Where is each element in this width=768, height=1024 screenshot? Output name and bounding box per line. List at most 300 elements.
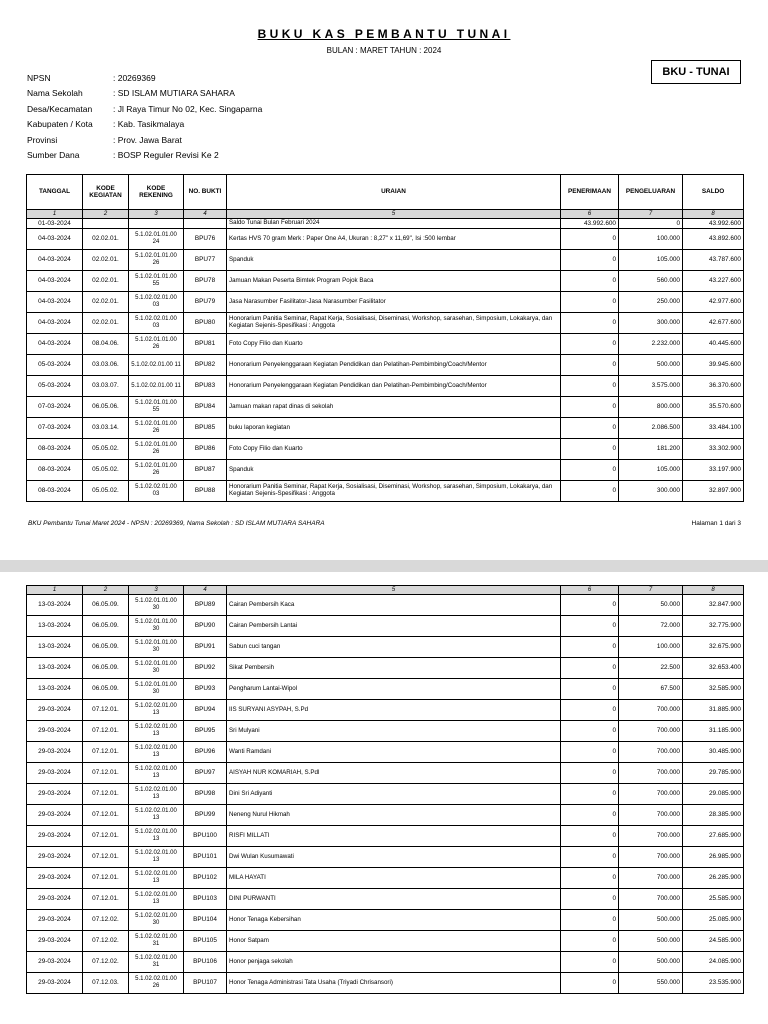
cell-date: 13-03-2024 [27, 616, 83, 637]
cell-account-code: 5.1.02.02.01.00 13 [129, 889, 184, 910]
cell-balance: 35.570.600 [683, 397, 744, 418]
cell-expense: 700.000 [619, 784, 683, 805]
cell-income: 0 [561, 784, 619, 805]
column-number: 1 [27, 586, 83, 595]
cell-description: Honor Tenaga Kebersihan [227, 910, 561, 931]
cell-balance: 23.535.900 [683, 973, 744, 994]
cash-ledger-table-continued [26, 585, 744, 994]
info-row-province [27, 132, 262, 148]
cell-description: MILA HAYATI [227, 868, 561, 889]
cell-receipt-no: BPU105 [184, 931, 227, 952]
cell-expense: 300.000 [619, 313, 683, 334]
info-value: : Prov. Jawa Barat [113, 134, 182, 145]
cell-description: Jamuan makan rapat dinas di sekolah [227, 397, 561, 418]
cell-date: 05-03-2024 [27, 376, 83, 397]
cell-receipt-no: BPU103 [184, 889, 227, 910]
table-row [27, 481, 744, 502]
cell-income: 0 [561, 595, 619, 616]
cell-activity-code: 02.02.01. [83, 271, 129, 292]
cell-activity-code: 06.05.06. [83, 397, 129, 418]
cell-description: Sabun cuci tangan [227, 637, 561, 658]
cell-expense: 700.000 [619, 742, 683, 763]
cell-receipt-no: BPU80 [184, 313, 227, 334]
cell-account-code: 5.1.02.02.01.00 03 [129, 481, 184, 502]
cell-activity-code: 02.02.01. [83, 250, 129, 271]
info-value: : 20269369 [113, 72, 156, 83]
cell-date: 29-03-2024 [27, 910, 83, 931]
table-row [27, 292, 744, 313]
cell-account-code: 5.1.02.01.01.00 26 [129, 460, 184, 481]
cell-balance: 29.085.900 [683, 784, 744, 805]
cell-description: Pengharum Lantai-Wipol [227, 679, 561, 700]
cell-date: 04-03-2024 [27, 271, 83, 292]
column-number: 5 [227, 586, 561, 595]
cell-expense: 50.000 [619, 595, 683, 616]
table-row [27, 973, 744, 994]
cell-receipt-no: BPU76 [184, 229, 227, 250]
info-label: Sumber Dana [27, 150, 80, 161]
cell-activity-code: 06.05.09. [83, 637, 129, 658]
cell-balance: 32.897.900 [683, 481, 744, 502]
cell-expense: 700.000 [619, 700, 683, 721]
cell-activity-code: 07.12.02. [83, 931, 129, 952]
cell-income: 0 [561, 481, 619, 502]
table-row [27, 910, 744, 931]
cell-balance: 42.977.600 [683, 292, 744, 313]
cell-balance: 39.945.600 [683, 355, 744, 376]
cell-account-code: 5.1.02.02.01.00 31 [129, 952, 184, 973]
cell-income: 0 [561, 889, 619, 910]
cell-date: 29-03-2024 [27, 889, 83, 910]
cell-balance: 43.787.600 [683, 250, 744, 271]
cell-balance: 27.685.900 [683, 826, 744, 847]
cell-account-code: 5.1.02.01.01.00 26 [129, 250, 184, 271]
cell-balance: 31.185.900 [683, 721, 744, 742]
table-row [27, 742, 744, 763]
cell-expense: 72.000 [619, 616, 683, 637]
cell-date: 04-03-2024 [27, 313, 83, 334]
cell-date: 08-03-2024 [27, 439, 83, 460]
cell-description: Sri Mulyani [227, 721, 561, 742]
cell-date: 07-03-2024 [27, 418, 83, 439]
cell-date: 29-03-2024 [27, 763, 83, 784]
cell-date: 05-03-2024 [27, 355, 83, 376]
cell-receipt-no: BPU107 [184, 973, 227, 994]
cell-expense: 560.000 [619, 271, 683, 292]
table-row [27, 889, 744, 910]
cell-description: Honor penjaga sekolah [227, 952, 561, 973]
cell-description: Honorarium Panitia Seminar, Rapat Kerja, Sosialisasi, Diseminasi, Workshop, sarasehan, Simposium, Lokakarya, dan Kegiatan Sejenis-Spesifikasi : Anggota [227, 313, 561, 334]
column-number: 8 [683, 586, 744, 595]
cell-expense: 500.000 [619, 355, 683, 376]
cell-account-code: 5.1.02.02.01.00 13 [129, 700, 184, 721]
cell-account-code: 5.1.02.02.01.00 11 [129, 376, 184, 397]
cell-income: 0 [561, 700, 619, 721]
cell-expense: 2.086.500 [619, 418, 683, 439]
table-row [27, 784, 744, 805]
cell-balance: 25.585.900 [683, 889, 744, 910]
cell-activity-code: 05.05.02. [83, 460, 129, 481]
cell-expense: 300.000 [619, 481, 683, 502]
column-number-row [27, 210, 744, 219]
table-row [27, 219, 744, 229]
cell-receipt-no: BPU102 [184, 868, 227, 889]
table-row [27, 439, 744, 460]
cell-description: Cairan Pembersih Lantai [227, 616, 561, 637]
cell-account-code: 5.1.02.02.01.00 03 [129, 292, 184, 313]
cell-balance: 30.485.900 [683, 742, 744, 763]
table-header-row [27, 175, 744, 210]
table-row [27, 397, 744, 418]
cell-activity-code: 06.05.09. [83, 595, 129, 616]
cell-receipt-no: BPU104 [184, 910, 227, 931]
cell-income: 0 [561, 418, 619, 439]
cell-account-code: 5.1.02.02.01.00 13 [129, 784, 184, 805]
cell-date: 29-03-2024 [27, 805, 83, 826]
table-row [27, 376, 744, 397]
cell-activity-code: 02.02.01. [83, 313, 129, 334]
cell-description: Neneng Nurul Hikmah [227, 805, 561, 826]
cell-income: 0 [561, 910, 619, 931]
cell-income: 0 [561, 847, 619, 868]
column-number: 1 [27, 210, 83, 219]
cell-receipt-no: BPU85 [184, 418, 227, 439]
cell-balance: 33.302.900 [683, 439, 744, 460]
cell-receipt-no: BPU81 [184, 334, 227, 355]
cell-expense: 700.000 [619, 763, 683, 784]
cell-income: 0 [561, 763, 619, 784]
table-row [27, 637, 744, 658]
cell-account-code [129, 219, 184, 229]
cell-description: AISYAH NUR KOMARIAH, S.Pdl [227, 763, 561, 784]
cell-date: 08-03-2024 [27, 460, 83, 481]
cell-description: Jamuan Makan Peserta Bimtek Program Pojok Baca [227, 271, 561, 292]
cell-activity-code: 02.02.01. [83, 229, 129, 250]
cell-receipt-no: BPU77 [184, 250, 227, 271]
cell-description: Wanti Ramdani [227, 742, 561, 763]
cell-income: 0 [561, 826, 619, 847]
table-row [27, 595, 744, 616]
cell-income: 0 [561, 721, 619, 742]
cell-receipt-no: BPU90 [184, 616, 227, 637]
cell-receipt-no [184, 219, 227, 229]
cell-activity-code: 03.03.14. [83, 418, 129, 439]
ledger-rows-page-2 [27, 595, 744, 994]
cell-balance: 43.227.600 [683, 271, 744, 292]
table-row [27, 460, 744, 481]
cell-account-code: 5.1.02.02.01.00 13 [129, 847, 184, 868]
col-header-expense: PENGELUARAN [619, 175, 683, 210]
cell-account-code: 5.1.02.01.01.00 55 [129, 397, 184, 418]
column-number: 7 [619, 210, 683, 219]
cell-expense: 800.000 [619, 397, 683, 418]
cell-description: Spanduk [227, 250, 561, 271]
cell-receipt-no: BPU82 [184, 355, 227, 376]
cell-account-code: 5.1.02.01.01.00 26 [129, 439, 184, 460]
cell-expense: 700.000 [619, 868, 683, 889]
cell-balance: 40.445.600 [683, 334, 744, 355]
cell-date: 13-03-2024 [27, 679, 83, 700]
cell-description: RISFI MILLATI [227, 826, 561, 847]
cell-income: 0 [561, 679, 619, 700]
cell-date: 08-03-2024 [27, 481, 83, 502]
cell-activity-code [83, 219, 129, 229]
cell-expense: 100.000 [619, 637, 683, 658]
cell-activity-code: 07.12.01. [83, 763, 129, 784]
cell-description: buku laporan kegiatan [227, 418, 561, 439]
cell-activity-code: 03.03.06. [83, 355, 129, 376]
info-row-school-name [27, 86, 262, 102]
cell-receipt-no: BPU106 [184, 952, 227, 973]
cell-income: 0 [561, 229, 619, 250]
cell-balance: 28.385.900 [683, 805, 744, 826]
cell-description: Honor Tenaga Administrasi Tata Usaha (Triyadi Chrisansori) [227, 973, 561, 994]
cell-expense: 700.000 [619, 805, 683, 826]
cell-description: Dini Sri Adiyanti [227, 784, 561, 805]
cell-expense: 22.500 [619, 658, 683, 679]
cell-balance: 33.484.100 [683, 418, 744, 439]
cell-description: Dwi Wulan Kusumawati [227, 847, 561, 868]
page-footer-note: BKU Pembantu Tunai Maret 2024 - NPSN : 20269369, Nama Sekolah : SD ISLAM MUTIARA SAHARA [28, 520, 325, 527]
info-label: Nama Sekolah [27, 88, 83, 99]
cell-income: 0 [561, 637, 619, 658]
cell-description: Honorarium Penyelenggaraan Kegiatan Pendidikan dan Pelatihan-Pembimbing/Coach/Mentor [227, 355, 561, 376]
column-number: 2 [83, 586, 129, 595]
table-row [27, 931, 744, 952]
cell-income: 0 [561, 868, 619, 889]
table-row [27, 721, 744, 742]
cell-activity-code: 03.03.07. [83, 376, 129, 397]
cell-account-code: 5.1.02.01.01.00 30 [129, 658, 184, 679]
cell-activity-code: 07.12.03. [83, 973, 129, 994]
table-row [27, 355, 744, 376]
info-label: Kabupaten / Kota [27, 119, 93, 130]
col-header-income: PENERIMAAN [561, 175, 619, 210]
cell-description: IIS SURYANI ASYPAH, S.Pd [227, 700, 561, 721]
col-header-date: TANGGAL [27, 175, 83, 210]
cell-income: 0 [561, 460, 619, 481]
cell-balance: 33.197.900 [683, 460, 744, 481]
cell-receipt-no: BPU93 [184, 679, 227, 700]
cell-expense: 550.000 [619, 973, 683, 994]
cell-balance: 31.885.900 [683, 700, 744, 721]
cell-income: 0 [561, 616, 619, 637]
ledger-rows-page-1 [27, 219, 744, 502]
column-number: 2 [83, 210, 129, 219]
cell-activity-code: 06.05.09. [83, 658, 129, 679]
cell-activity-code: 07.12.01. [83, 889, 129, 910]
cell-date: 29-03-2024 [27, 721, 83, 742]
info-label: Desa/Kecamatan [27, 103, 93, 114]
cell-account-code: 5.1.02.02.01.00 13 [129, 721, 184, 742]
cell-income: 0 [561, 931, 619, 952]
cell-date: 13-03-2024 [27, 595, 83, 616]
table-row [27, 700, 744, 721]
cell-expense: 105.000 [619, 460, 683, 481]
cell-receipt-no: BPU97 [184, 763, 227, 784]
cell-receipt-no: BPU92 [184, 658, 227, 679]
cell-description: Sikat Pembersih [227, 658, 561, 679]
cell-date: 13-03-2024 [27, 658, 83, 679]
cell-expense: 700.000 [619, 721, 683, 742]
cell-account-code: 5.1.02.02.01.00 13 [129, 868, 184, 889]
cell-activity-code: 07.12.01. [83, 784, 129, 805]
cell-description: DINI PURWANTI [227, 889, 561, 910]
cell-activity-code: 07.12.01. [83, 721, 129, 742]
col-header-receipt-no: NO. BUKTI [184, 175, 227, 210]
cell-date: 04-03-2024 [27, 292, 83, 313]
cell-income: 0 [561, 742, 619, 763]
cell-date: 04-03-2024 [27, 334, 83, 355]
cell-description: Saldo Tunai Bulan Februari 2024 [227, 219, 561, 229]
cell-balance: 43.992.600 [683, 219, 744, 229]
cell-expense: 181.200 [619, 439, 683, 460]
cell-expense: 500.000 [619, 952, 683, 973]
cell-description: Foto Copy Filio dan Kuarto [227, 439, 561, 460]
cell-balance: 32.847.900 [683, 595, 744, 616]
cell-income: 0 [561, 313, 619, 334]
cell-receipt-no: BPU94 [184, 700, 227, 721]
cell-date: 29-03-2024 [27, 868, 83, 889]
cell-activity-code: 07.12.01. [83, 847, 129, 868]
cell-receipt-no: BPU79 [184, 292, 227, 313]
cell-receipt-no: BPU98 [184, 784, 227, 805]
cell-activity-code: 02.02.01. [83, 292, 129, 313]
cell-date: 29-03-2024 [27, 784, 83, 805]
cell-description: Honorarium Penyelenggaraan Kegiatan Pendidikan dan Pelatihan-Pembimbing/Coach/Mentor [227, 376, 561, 397]
cell-receipt-no: BPU89 [184, 595, 227, 616]
cell-receipt-no: BPU91 [184, 637, 227, 658]
cell-receipt-no: BPU101 [184, 847, 227, 868]
cell-receipt-no: BPU86 [184, 439, 227, 460]
cell-balance: 43.892.600 [683, 229, 744, 250]
cell-description: Jasa Narasumber Fasilitator-Jasa Narasumber Fasilitator [227, 292, 561, 313]
cell-expense: 105.000 [619, 250, 683, 271]
cell-expense: 500.000 [619, 931, 683, 952]
cell-date: 29-03-2024 [27, 700, 83, 721]
table-row [27, 418, 744, 439]
cell-date: 07-03-2024 [27, 397, 83, 418]
cell-activity-code: 07.12.02. [83, 952, 129, 973]
cell-balance: 26.285.900 [683, 868, 744, 889]
cell-expense: 250.000 [619, 292, 683, 313]
cell-balance: 42.677.600 [683, 313, 744, 334]
report-page-2 [0, 572, 768, 1024]
table-row [27, 826, 744, 847]
cell-expense: 67.500 [619, 679, 683, 700]
cell-balance: 26.985.900 [683, 847, 744, 868]
cell-description: Cairan Pembersih Kaca [227, 595, 561, 616]
cell-receipt-no: BPU100 [184, 826, 227, 847]
bku-type-badge: BKU - TUNAI [651, 60, 741, 84]
info-value: : Jl Raya Timur No 02, Kec. Singaparna [113, 103, 263, 114]
cell-date: 29-03-2024 [27, 973, 83, 994]
info-value: : SD ISLAM MUTIARA SAHARA [113, 88, 235, 99]
column-number: 3 [129, 586, 184, 595]
cell-expense: 3.575.000 [619, 376, 683, 397]
cell-account-code: 5.1.02.02.01.00 03 [129, 313, 184, 334]
cell-receipt-no: BPU78 [184, 271, 227, 292]
cell-date: 29-03-2024 [27, 826, 83, 847]
cell-date: 01-03-2024 [27, 219, 83, 229]
cell-balance: 32.775.900 [683, 616, 744, 637]
cell-income: 0 [561, 334, 619, 355]
cell-account-code: 5.1.02.02.01.00 11 [129, 355, 184, 376]
cell-expense: 500.000 [619, 910, 683, 931]
cell-expense: 700.000 [619, 826, 683, 847]
cell-account-code: 5.1.02.02.01.00 30 [129, 910, 184, 931]
report-period: BULAN : MARET TAHUN : 2024 [326, 46, 442, 55]
cell-account-code: 5.1.02.01.01.00 30 [129, 616, 184, 637]
table-row [27, 334, 744, 355]
table-row [27, 763, 744, 784]
cell-receipt-no: BPU99 [184, 805, 227, 826]
cell-income: 0 [561, 805, 619, 826]
school-info [27, 70, 262, 163]
cell-expense: 2.232.000 [619, 334, 683, 355]
cell-account-code: 5.1.02.02.01.00 13 [129, 805, 184, 826]
info-row-fund-source [27, 148, 262, 164]
cell-account-code: 5.1.02.01.01.00 24 [129, 229, 184, 250]
cell-activity-code: 05.05.02. [83, 481, 129, 502]
page-number: Halaman 1 dari 3 [691, 520, 741, 527]
cell-account-code: 5.1.02.01.01.00 55 [129, 271, 184, 292]
cell-receipt-no: BPU84 [184, 397, 227, 418]
table-row [27, 658, 744, 679]
cell-income: 0 [561, 439, 619, 460]
table-row [27, 805, 744, 826]
cell-income: 0 [561, 376, 619, 397]
cell-receipt-no: BPU96 [184, 742, 227, 763]
cell-account-code: 5.1.02.01.01.00 26 [129, 418, 184, 439]
cell-balance: 36.370.600 [683, 376, 744, 397]
cell-income: 0 [561, 355, 619, 376]
cell-description: Honor Satpam [227, 931, 561, 952]
info-value: : BOSP Reguler Revisi Ke 2 [113, 150, 219, 161]
table-row [27, 250, 744, 271]
cell-date: 04-03-2024 [27, 250, 83, 271]
info-label: Provinsi [27, 134, 58, 145]
cell-account-code: 5.1.02.02.01.00 13 [129, 763, 184, 784]
cell-activity-code: 06.05.09. [83, 616, 129, 637]
cell-account-code: 5.1.02.02.01.00 13 [129, 826, 184, 847]
column-number-row [27, 586, 744, 595]
cell-date: 29-03-2024 [27, 931, 83, 952]
col-header-balance: SALDO [683, 175, 744, 210]
column-number: 4 [184, 210, 227, 219]
info-row-regency [27, 117, 262, 133]
cell-income: 43.992.600 [561, 219, 619, 229]
cell-balance: 32.653.400 [683, 658, 744, 679]
cell-activity-code: 08.04.06. [83, 334, 129, 355]
info-label: NPSN [27, 72, 51, 83]
cell-date: 29-03-2024 [27, 847, 83, 868]
table-row [27, 847, 744, 868]
cell-account-code: 5.1.02.02.01.00 26 [129, 973, 184, 994]
table-row [27, 952, 744, 973]
cell-activity-code: 06.05.09. [83, 679, 129, 700]
cell-income: 0 [561, 658, 619, 679]
info-row-district [27, 101, 262, 117]
cell-date: 29-03-2024 [27, 742, 83, 763]
cell-activity-code: 07.12.01. [83, 868, 129, 889]
table-row [27, 616, 744, 637]
cell-balance: 25.085.900 [683, 910, 744, 931]
cash-ledger-table [26, 174, 744, 502]
column-number: 5 [227, 210, 561, 219]
cell-account-code: 5.1.02.02.01.00 13 [129, 742, 184, 763]
cell-balance: 32.585.900 [683, 679, 744, 700]
